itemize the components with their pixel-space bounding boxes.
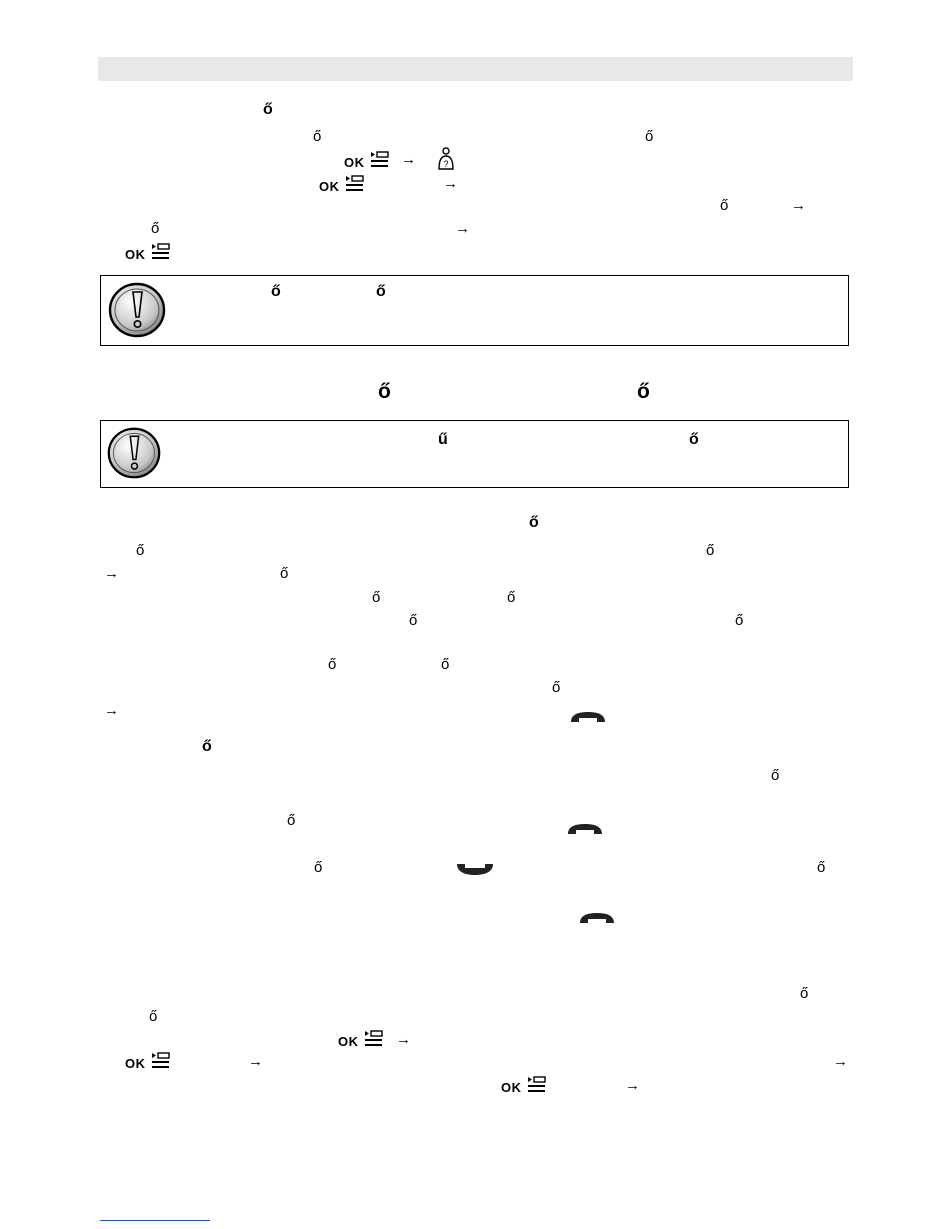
text-fragment: ő	[552, 679, 561, 696]
arrow-right-icon: →	[833, 1053, 848, 1070]
text-fragment: ő	[507, 589, 516, 606]
text-fragment: ő	[817, 859, 826, 876]
note-box	[100, 420, 849, 488]
note-fragment: ő	[271, 283, 281, 300]
note-fragment: ő	[689, 431, 699, 448]
arrow-right-icon: →	[104, 565, 119, 582]
text-fragment: ő	[409, 612, 418, 629]
arrow-right-icon: →	[396, 1031, 411, 1048]
section-title-fragment: ő	[529, 514, 539, 531]
end-call-key-icon	[566, 823, 604, 836]
pickup-call-key-icon	[455, 862, 495, 876]
text-fragment: ő	[706, 542, 715, 559]
text-fragment: ő	[735, 612, 744, 629]
arrow-right-icon: →	[104, 702, 119, 719]
text-fragment: ő	[372, 589, 381, 606]
text-fragment: ő	[287, 812, 296, 829]
section-title-fragment: ő	[263, 101, 273, 118]
arrow-right-icon: →	[625, 1077, 640, 1094]
arrow-right-icon: →	[248, 1053, 263, 1070]
ok-menu-key-icon: OK	[319, 173, 365, 199]
ok-menu-key-icon: OK	[344, 149, 390, 175]
text-fragment: ő	[149, 1008, 158, 1025]
warning-exclamation-icon	[106, 425, 162, 481]
phonebook-contact-icon	[436, 147, 456, 171]
ok-menu-key-icon: OK	[125, 241, 171, 267]
header-bar	[98, 57, 853, 81]
section-title-fragment: ő	[202, 738, 212, 755]
text-fragment: ő	[313, 128, 322, 145]
text-fragment: ő	[771, 767, 780, 784]
svg-text:?: ?	[443, 159, 449, 169]
warning-exclamation-icon	[107, 281, 167, 339]
text-fragment: ő	[800, 985, 809, 1002]
text-fragment: ő	[314, 859, 323, 876]
end-call-key-icon	[578, 912, 616, 925]
note-fragment: ű	[438, 431, 448, 448]
text-fragment: ő	[441, 656, 450, 673]
arrow-right-icon: →	[443, 175, 458, 192]
ok-menu-key-icon: OK	[501, 1074, 547, 1100]
text-fragment: ő	[328, 656, 337, 673]
note-box	[100, 275, 849, 346]
note-fragment: ő	[376, 283, 386, 300]
footer-link-underline[interactable]	[100, 1220, 210, 1221]
text-fragment: ő	[645, 128, 654, 145]
text-fragment: ő	[280, 565, 289, 582]
section-heading-fragment: ő	[637, 380, 650, 403]
section-heading-fragment: ő	[378, 380, 391, 403]
ok-menu-key-icon: OK	[338, 1028, 384, 1054]
ok-menu-key-icon: OK	[125, 1050, 171, 1076]
arrow-right-icon: →	[791, 197, 806, 214]
text-fragment: ő	[136, 542, 145, 559]
text-fragment: ő	[720, 197, 729, 214]
arrow-right-icon: →	[455, 220, 470, 237]
arrow-right-icon: →	[401, 151, 416, 168]
end-call-key-icon	[569, 711, 607, 724]
text-fragment: ő	[151, 220, 160, 237]
